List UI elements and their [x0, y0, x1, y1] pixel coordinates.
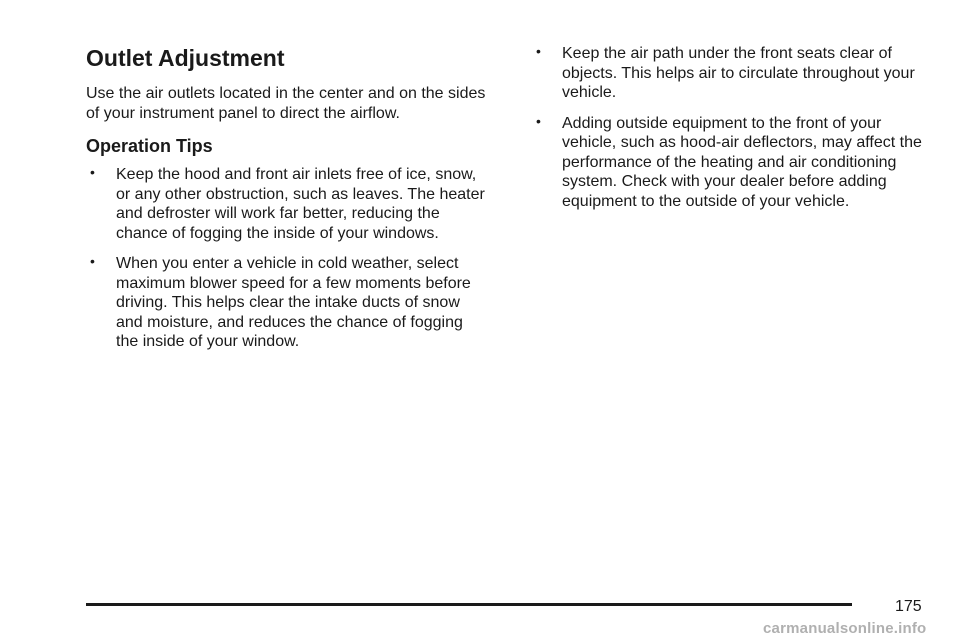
- bullet-icon: •: [90, 164, 95, 180]
- list-item-text: When you enter a vehicle in cold weather, select maximum blower speed for a few moments before driving. This helps clear the intake ducts of snow and moisture, and reduces the chance of fogging the inside of your window.: [116, 255, 471, 350]
- list-item-text: Keep the hood and front air inlets free of ice, snow, or any other obstruction, such as leaves. The heater and defroster will work far better, reducing the chance of fogging the inside of your windows.: [116, 166, 485, 242]
- page-number: 175: [895, 598, 922, 615]
- list-item-text: Adding outside equipment to the front of your vehicle, such as hood-air deflectors, may affect the performance of the heating and air conditioning system. Check with your dealer before adding equipment to the outside of your vehicle.: [562, 114, 922, 210]
- list-item: [532, 44, 932, 103]
- operation-tips-list-continued: [532, 44, 932, 211]
- bullet-icon: •: [536, 112, 541, 129]
- list-item: [86, 254, 486, 352]
- list-item: [86, 165, 486, 243]
- intro-paragraph: Use the air outlets located in the center and on the sides of your instrument panel to direct the airflow.: [86, 85, 486, 122]
- page-title: Outlet Adjustment: [86, 45, 285, 71]
- bullet-icon: •: [536, 43, 541, 59]
- operation-tips-list: [86, 165, 486, 352]
- right-column: [532, 44, 932, 222]
- footer-divider: [86, 603, 852, 606]
- left-column: [86, 44, 486, 363]
- bullet-icon: •: [90, 253, 95, 269]
- watermark: carmanualsonline.info: [763, 620, 927, 637]
- list-item: [532, 114, 932, 212]
- section-heading: Operation Tips: [86, 136, 213, 156]
- list-item-text: Keep the air path under the front seats clear of objects. This helps air to circulate throughout your vehicle.: [562, 45, 915, 101]
